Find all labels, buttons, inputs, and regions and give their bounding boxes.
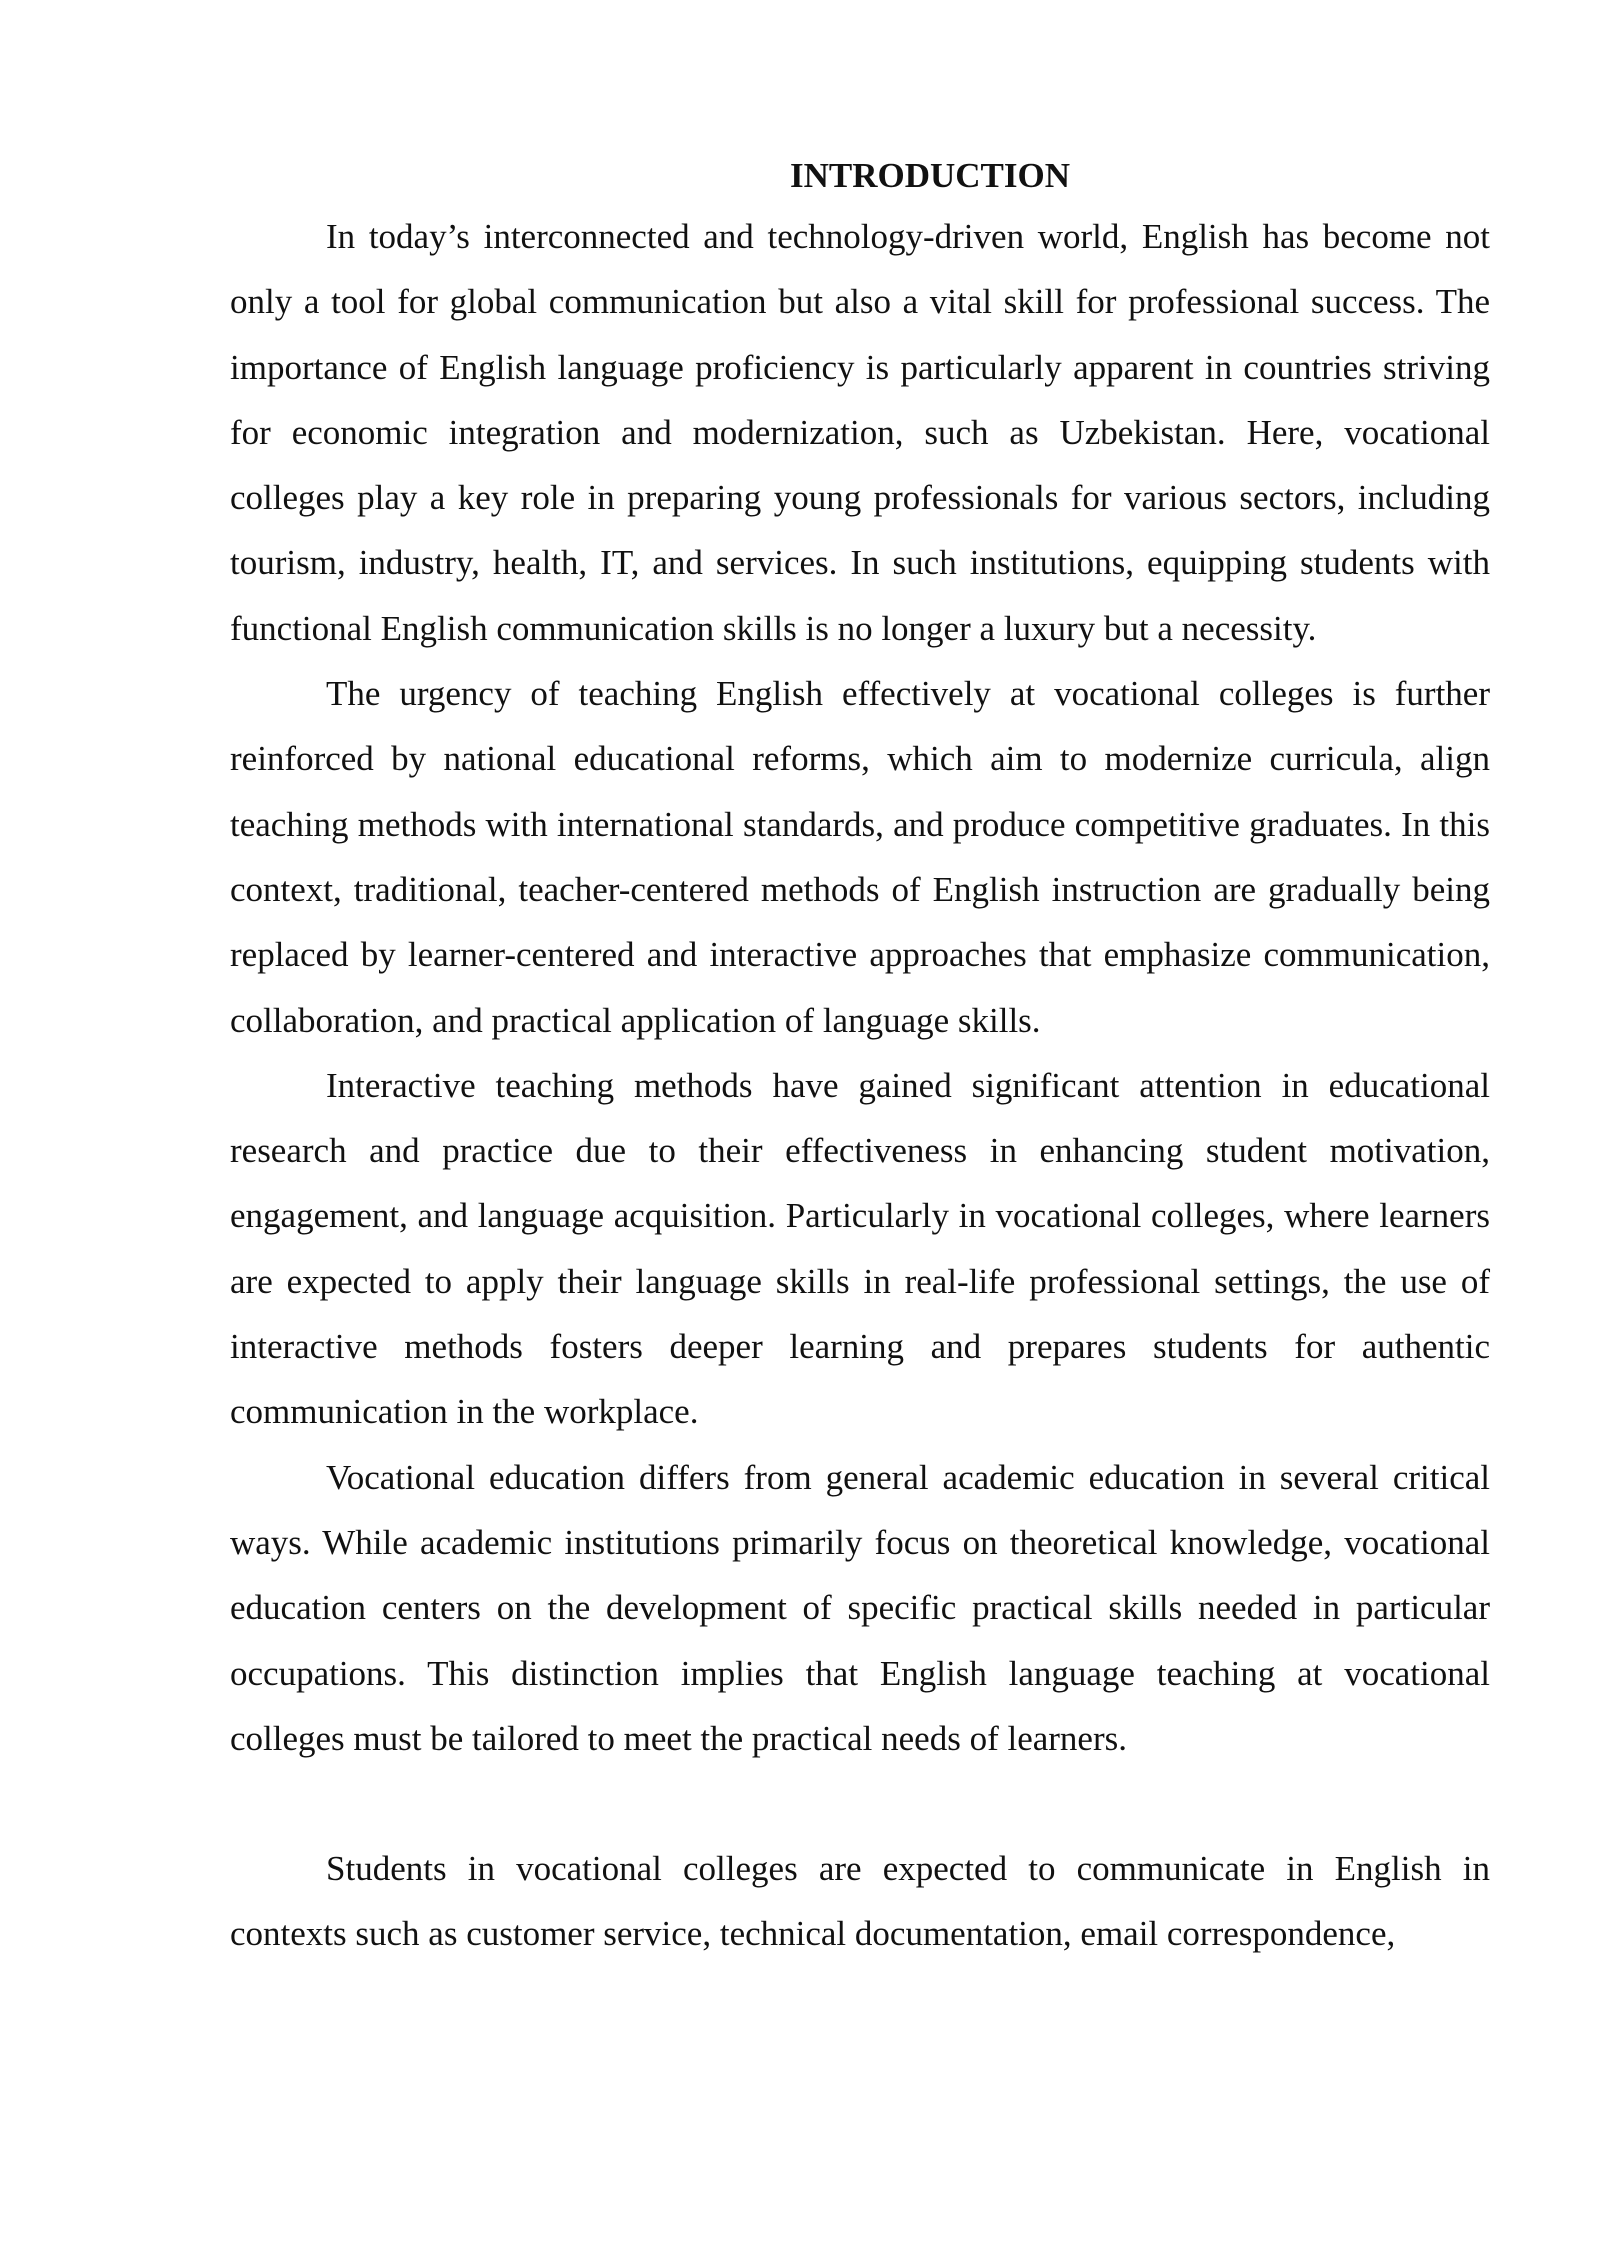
paragraph-spacer — [230, 1771, 1490, 1836]
paragraph-1: In today’s interconnected and technology-driven world, English has become not only a tool for global communication but also a vital skill for professional success. The importance of English language proficiency is particularly apparent in countries striving for economic integration and modernization, such as Uzbekistan. Here, vocational colleges play a key role in preparing young professionals for various sectors, including tourism, industry, health, IT, and services. In such institutions, equipping students with functional English communication skills is no longer a luxury but a necessity. — [230, 217, 1490, 648]
page-content — [230, 148, 1490, 1967]
paragraph-5: Students in vocational colleges are expected to communicate in English in contexts such as customer service, technical documentation, email correspondence, — [230, 1849, 1490, 1954]
paragraph-3: Interactive teaching methods have gained significant attention in educational research and practice due to their effectiveness in enhancing student motivation, engagement, and language acquisition. Particularly in vocational colleges, where learners are expected to apply their language skills in real-life professional settings, the use of interactive methods fosters deeper learning and prepares students for authentic communication in the workplace. — [230, 1065, 1490, 1432]
paragraph-2: The urgency of teaching English effectively at vocational colleges is further reinforced by national educational reforms, which aim to modernize curricula, align teaching methods with international standards, and produce competitive graduates. In this context, traditional, teacher-centered methods of English instruction are gradually being replaced by learner-centered and interactive approaches that emphasize communication, collaboration, and practical application of language skills. — [230, 674, 1490, 1040]
paragraph-4: Vocational education differs from general academic education in several critical ways. While academic institutions primarily focus on theoretical knowledge, vocational education centers on the development of specific practical skills needed in particular occupations. This distinction implies that English language teaching at vocational colleges must be tailored to meet the practical needs of learners. — [230, 1457, 1490, 1758]
page-title: INTRODUCTION — [789, 156, 1071, 195]
